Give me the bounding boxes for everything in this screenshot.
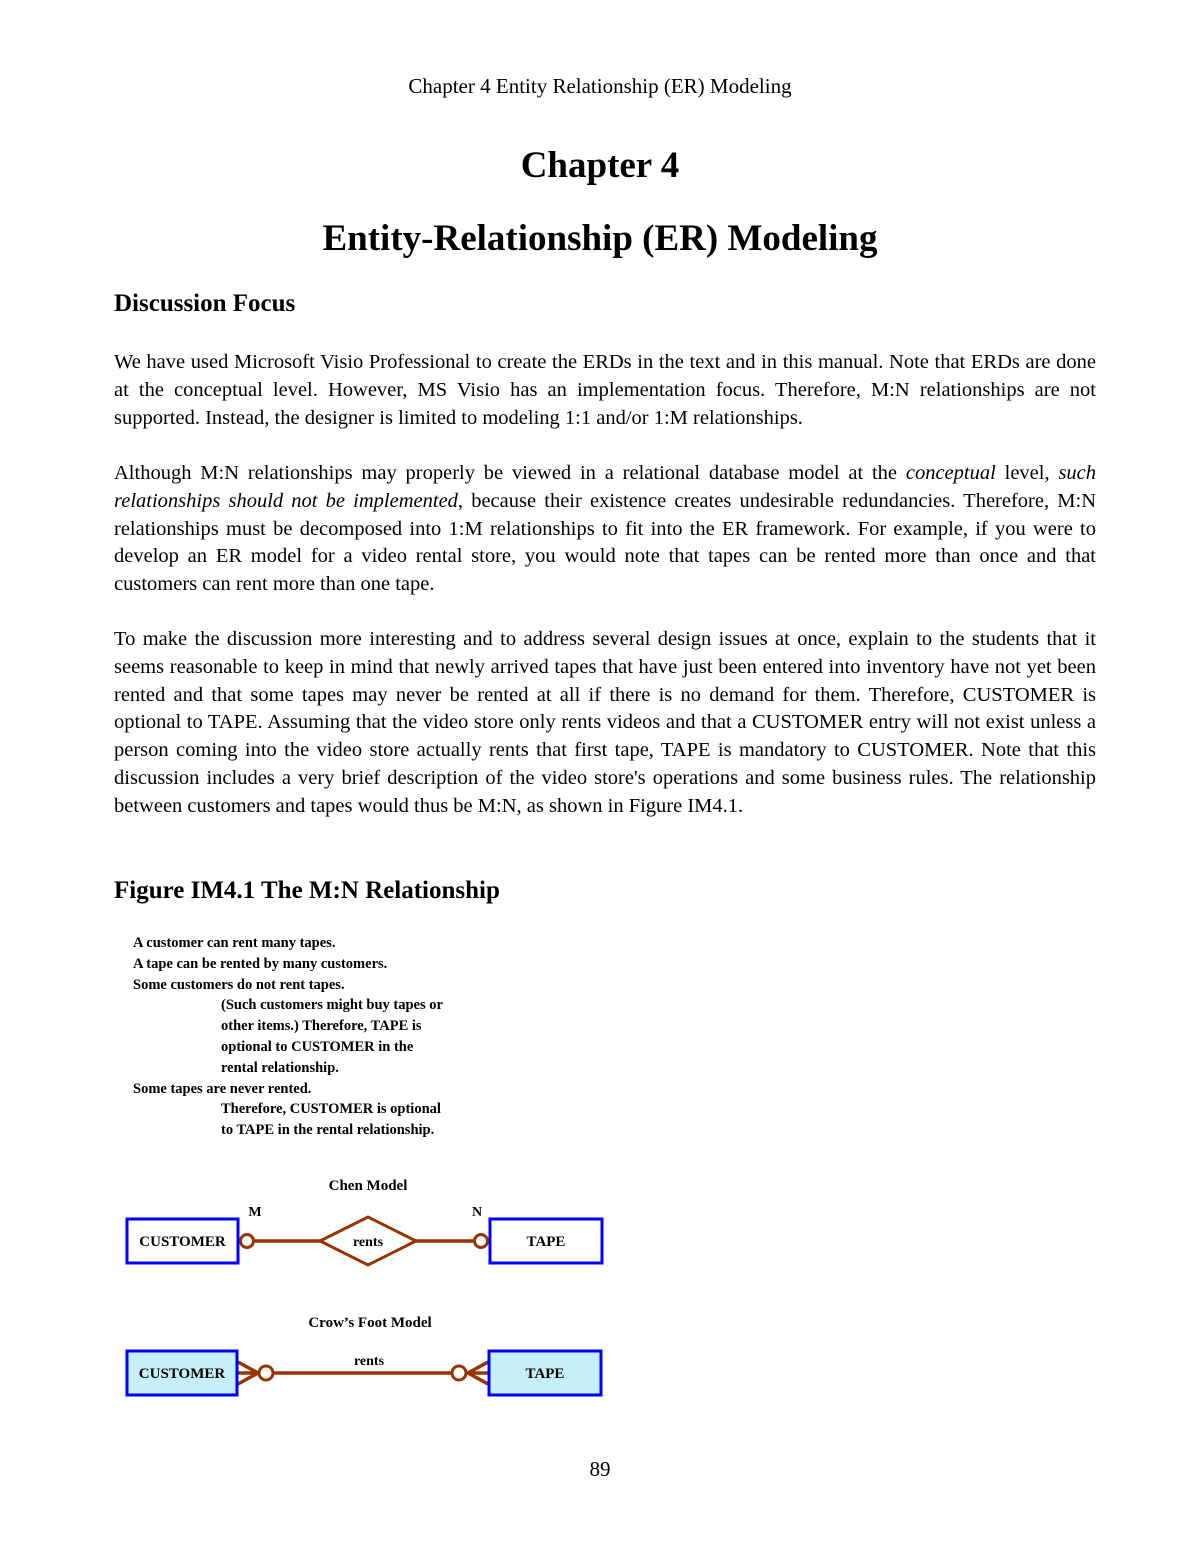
rule-line: Therefore, CUSTOMER is optional: [221, 1101, 441, 1118]
rule-line: (Such customers might buy tapes or: [221, 997, 443, 1014]
section-heading: Discussion Focus: [114, 290, 296, 317]
chen-cardinality-m: M: [248, 1205, 262, 1220]
emphasis-not-implemented: such relationships should not be implemented: [114, 462, 1097, 512]
rule-line: A tape can be rented by many customers.: [133, 955, 388, 972]
crows-foot-entity-customer-label: CUSTOMER: [138, 1366, 226, 1382]
paragraph-2: [114, 460, 1096, 599]
paragraph-3: To make the discussion more interesting and to address several design issues at once, explain to the students that it seems reasonable to keep in mind that newly arrived tapes that have just been entered into inventory have not yet been rented and that some tapes may never be rented at all if there is no demand for them. Therefore, CUSTOMER is optional to TAPE. Assuming that the video store only rents videos and that a CUSTOMER entry will not exist unless a person coming into the video store actually rents that first tape, TAPE is mandatory to CUSTOMER. Note that this discussion includes a very brief description of the video store's operations and some business rules. The relationship between customers and tapes would thus be M:N, as shown in Figure IM4.1.: [114, 628, 1096, 817]
paragraph-2-text: , because their existence creates undesirable redundancies. Therefore, M:N relationships must be decomposed into 1:M relationships to fit into the ER framework. For example, if you were to develop an ER model for a video rental store, you would note that tapes can be rented more than once and that customers can rent more than one tape.: [114, 489, 1096, 596]
chen-cardinality-n: N: [471, 1205, 483, 1220]
running-header: Chapter 4 Entity Relationship (ER) Modeling: [408, 74, 792, 98]
chen-model-label: Chen Model: [328, 1178, 408, 1194]
crows-foot-model-label: Crow’s Foot Model: [308, 1315, 432, 1331]
paragraph-2-text: level,: [995, 462, 1059, 484]
figure-title: Figure IM4.1 The M:N Relationship: [114, 877, 500, 904]
crows-foot-entity-tape-label: TAPE: [525, 1366, 565, 1382]
chapter-title: Chapter 4: [520, 145, 680, 186]
chen-entity-customer-label: CUSTOMER: [139, 1234, 226, 1250]
chen-relationship-label: rents: [352, 1235, 384, 1250]
paragraph-2-text: Although M:N relationships may properly be viewed in a relational database model at the: [114, 462, 906, 484]
rule-line: A customer can rent many tapes.: [133, 935, 336, 951]
crows-foot-relationship-label: rents: [353, 1354, 385, 1369]
chapter-subtitle: Entity-Relationship (ER) Modeling: [322, 218, 878, 259]
paragraph-1: We have used Microsoft Visio Professional to create the ERDs in the text and in this manual. Note that ERDs are done at the conceptual level. However, MS Visio has an implementation focus. Therefore, M:N relationships are not supported. Instead, the designer is limited to modeling 1:1 and/or 1:M relationships.: [114, 351, 1096, 429]
chen-optional-circle-left: [241, 1235, 254, 1248]
er-diagram: [0, 1160, 700, 1410]
rule-line: optional to CUSTOMER in the: [221, 1038, 414, 1055]
business-rules: [133, 933, 513, 1141]
chen-entity-tape-label: TAPE: [526, 1234, 566, 1250]
emphasis-conceptual: conceptual: [905, 462, 996, 484]
rule-line: to TAPE in the rental relationship.: [221, 1122, 435, 1139]
rule-line: rental relationship.: [221, 1059, 339, 1076]
rule-line: Some customers do not rent tapes.: [133, 976, 345, 993]
crows-foot-optional-circle-left: [259, 1366, 273, 1380]
chen-optional-circle-right: [475, 1235, 488, 1248]
crows-foot-optional-circle-right: [452, 1366, 466, 1380]
page-number: 89: [589, 1457, 611, 1481]
rule-line: Some tapes are never rented.: [133, 1080, 312, 1097]
rule-line: other items.) Therefore, TAPE is: [221, 1018, 422, 1035]
